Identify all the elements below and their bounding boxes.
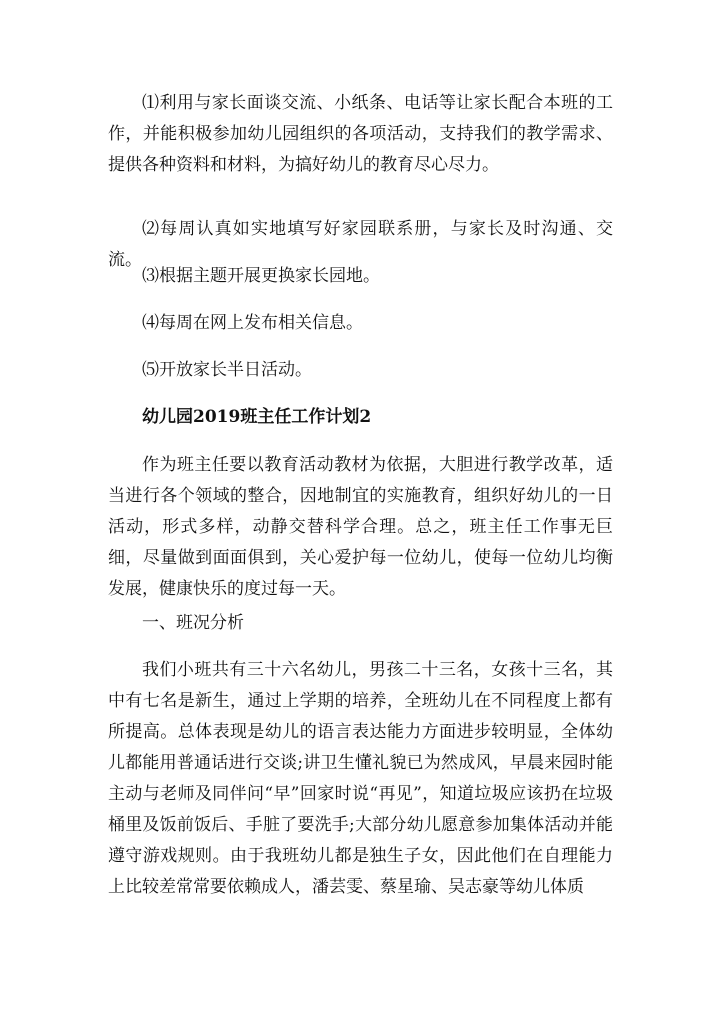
list-item-2: ⑵每周认真如实地填写好家园联系册，与家长及时沟通、交流。 [108,219,613,270]
intro-paragraph: 作为班主任要以教育活动教材为依据，大胆进行教学改革，适当进行各个领域的整合，因地制宜的实施教育，组织好幼儿的一日活动，形式多样，动静交替科学合理。总之，班主任工作事无巨细，尽量做到面面俱到，关心爱护每一位幼儿，使每一位幼儿均衡发展，健康快乐的度过每一天。 [108,455,613,599]
section-title: 一、班况分析 [142,613,244,633]
analysis-paragraph: 我们小班共有三十六名幼儿，男孩二十三名，女孩十三名，其中有七名是新生，通过上学期的培养，全班幼儿在不同程度上都有所提高。总体表现是幼儿的语言表达能力方面进步较明显，全体幼儿都能用普通话进行交谈;讲卫生懂礼貌已为然成风，早晨来园时能主动与老师及同伴问“早”回家时说“再见”，知道垃圾应该扔在垃圾桶里及饭前饭后、手脏了要洗手;大部分幼儿愿意参加集体活动并能遵守游戏规则。由于我班幼儿都是独生子女，因此他们在自理能力上比较差常常要依赖成人，潘芸雯、蔡星瑜、吴志豪等幼儿体质 [108,660,613,897]
list-item-4: ⑷每周在网上发布相关信息。 [142,313,363,333]
section-heading: 幼儿园2019班主任工作计划2 [142,407,372,427]
list-item-5: ⑸开放家长半日活动。 [142,360,312,380]
list-item-1: ⑴利用与家长面谈交流、小纸条、电话等让家长配合本班的工作，并能积极参加幼儿园组织的各项活动，支持我们的教学需求、提供各种资料和材料，为搞好幼儿的教育尽心尽力。 [108,93,613,175]
list-item-3: ⑶根据主题开展更换家长园地。 [142,266,380,286]
